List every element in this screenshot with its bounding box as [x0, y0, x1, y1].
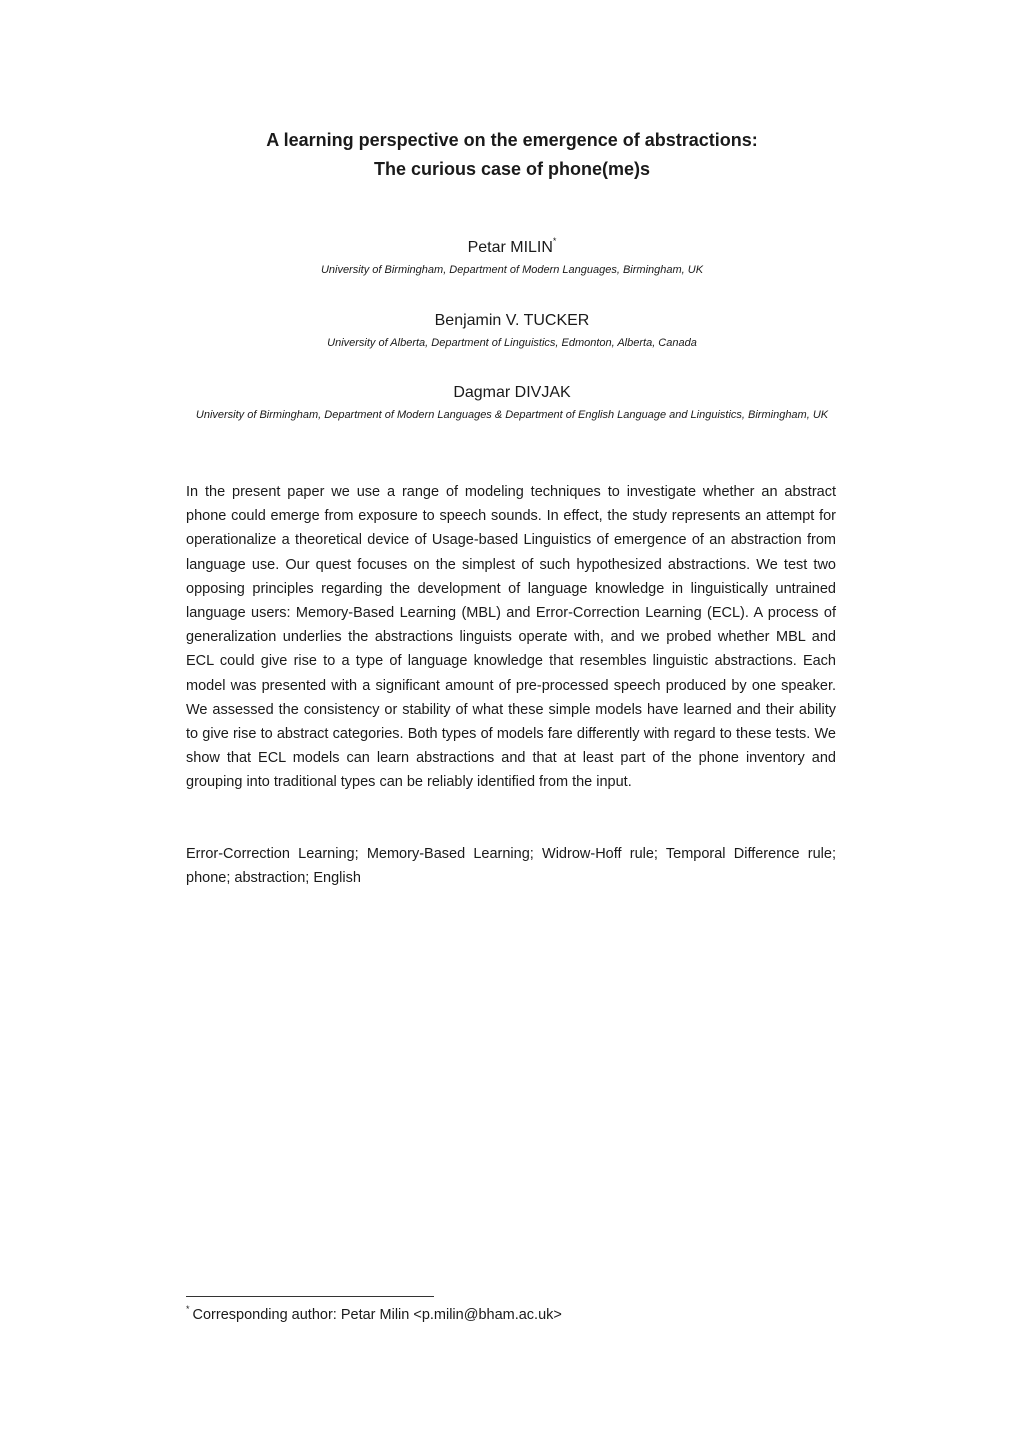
author-block-divjak [0, 383, 1024, 423]
paper-title-line-1: A learning perspective on the emergence of abstractions: [266, 130, 758, 150]
footnote [186, 1305, 562, 1325]
affiliation-milin: University of Birmingham, Department of Modern Languages, Birmingham, UK [320, 264, 704, 276]
author-name-tucker: Benjamin V. TUCKER [434, 312, 590, 329]
author-block-tucker [0, 311, 1024, 351]
footnote-marker: * [186, 1304, 190, 1314]
paper-title [0, 126, 1024, 184]
affiliation-divjak: University of Birmingham, Department of Modern Languages & Department of English Language and Linguistics, Birmingham, UK [195, 409, 829, 421]
author-block-milin [0, 238, 1024, 278]
author-name-milin [0, 238, 1024, 258]
author-name-divjak: Dagmar DIVJAK [453, 384, 571, 401]
keywords-paragraph: Error-Correction Learning; Memory-Based Learning; Widrow-Hoff rule; Temporal Difference rule; phone; abstraction; English [186, 846, 836, 887]
affiliation-tucker: University of Alberta, Department of Linguistics, Edmonton, Alberta, Canada [327, 337, 697, 349]
author-name-text: Petar MILIN [467, 239, 553, 256]
paper-title-line-2: The curious case of phone(me)s [373, 159, 651, 179]
footnote-text: Corresponding author: Petar Milin <p.milin@bham.ac.uk> [192, 1307, 562, 1323]
footnote-divider [186, 1296, 434, 1297]
footnote-marker: * [552, 236, 557, 246]
abstract-paragraph: In the present paper we use a range of modeling techniques to investigate whether an abstract phone could emerge from exposure to speech sounds. In effect, the study represents an attempt for operationalize a theoretical device of Usage-based Linguistics of emergence of an abstraction from language use. Our quest focuses on the simplest of such hypothesized abstractions. We test two opposing principles regarding the development of language knowledge in linguistically untrained language users: Memory-Based Learning (MBL) and Error-Correction Learning (ECL). A process of generalization underlies the abstractions linguists operate with, and we probed whether MBL and ECL could give rise to a type of language knowledge that resembles linguistic abstractions. Each model was presented with a significant amount of pre-processed speech produced by one speaker. We assessed the consistency or stability of what these simple models have learned and their ability to give rise to abstract categories. Both types of models fare differently with regard to these tests. We show that ECL models can learn abstractions and that at least part of the phone inventory and grouping into traditional types can be reliably identified from the input. [186, 484, 836, 791]
